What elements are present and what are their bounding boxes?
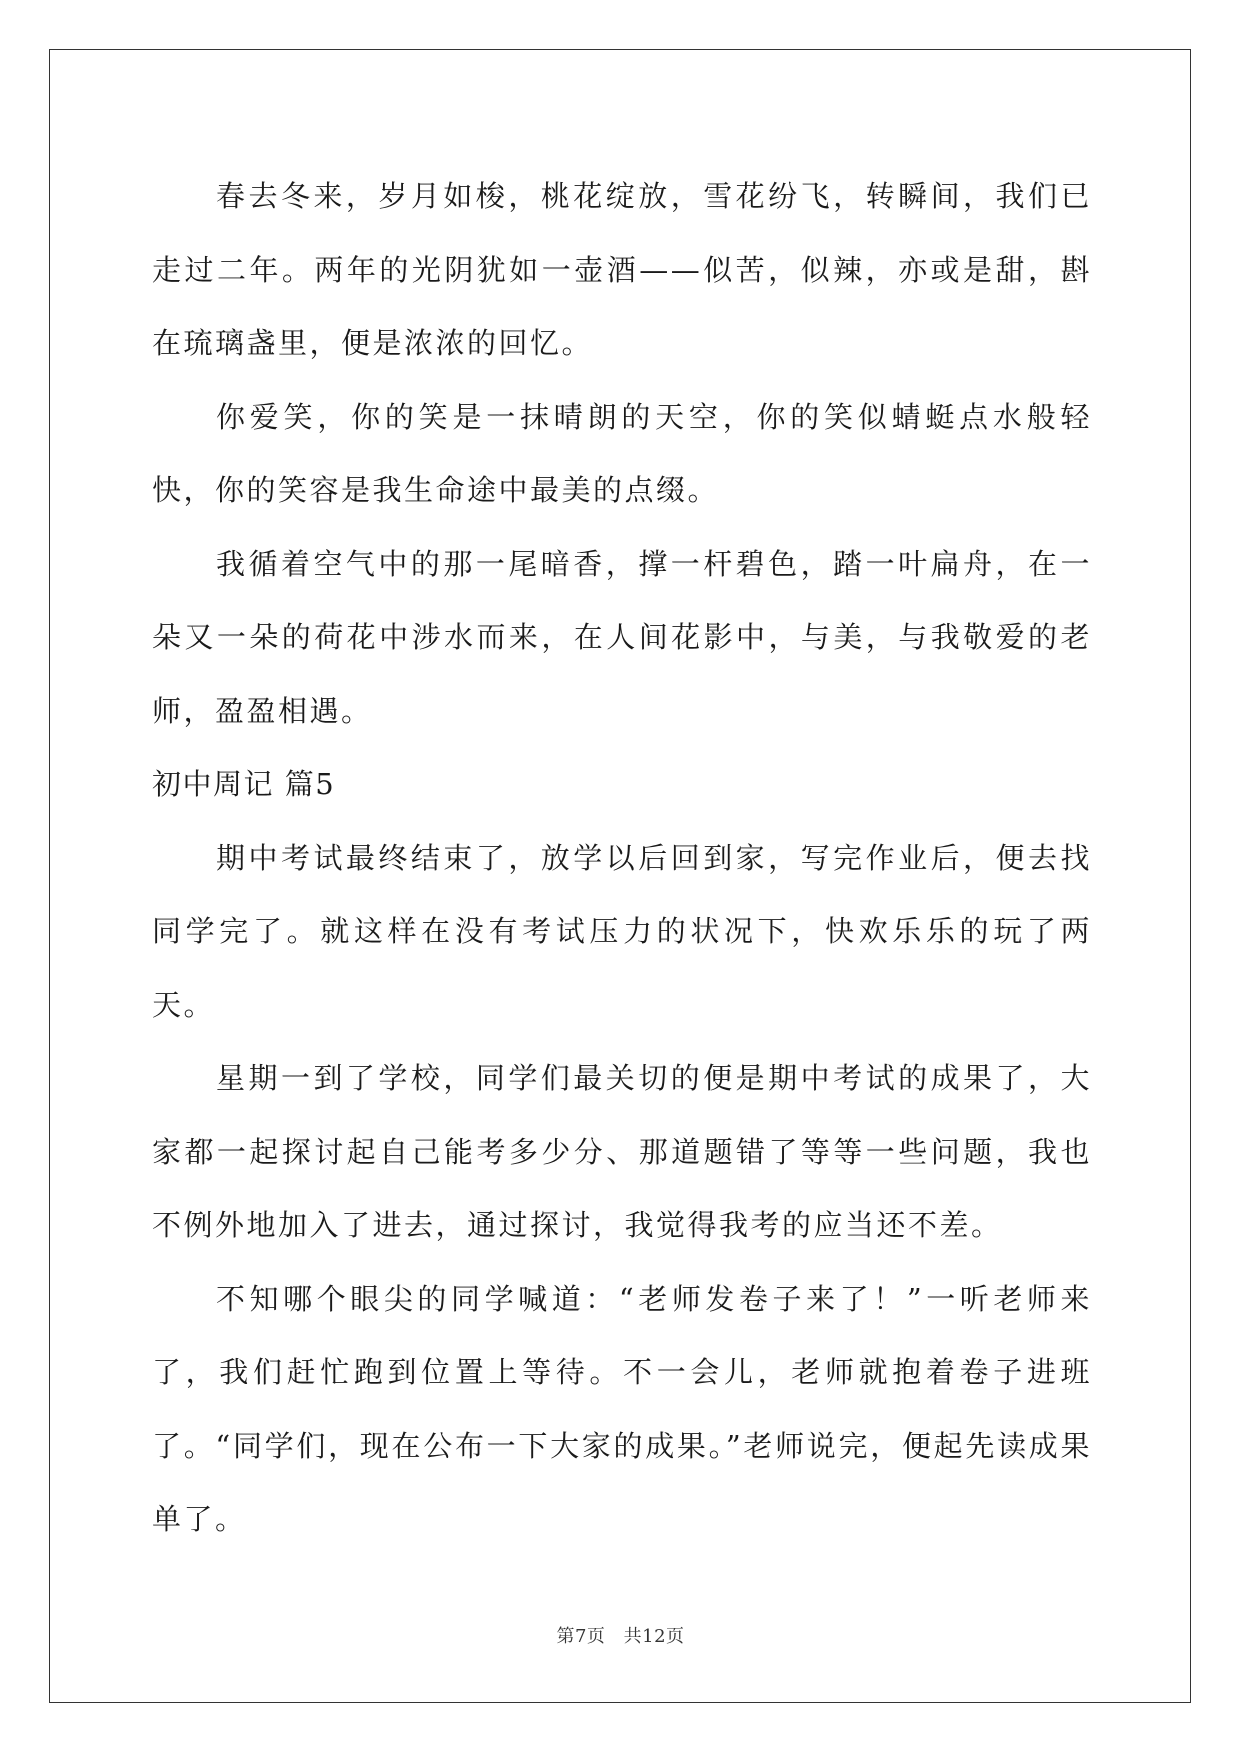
paragraph: 我循着空气中的那一尾暗香，撑一杆碧色，踏一叶扁舟，在一朵又一朵的荷花中涉水而来，在人间花影中，与美，与我敬爱的老师，盈盈相遇。 <box>152 546 1092 728</box>
paragraph: 星期一到了学校，同学们最关切的便是期中考试的成果了，大家都一起探讨起自己能考多少分、那道题错了等等一些问题，我也不例外地加入了进去，通过探讨，我觉得我考的应当还不差。 <box>152 1061 1092 1242</box>
page-number: 第7页 <box>556 1626 606 1647</box>
document-body <box>152 160 1092 1557</box>
page-total: 共12页 <box>623 1626 685 1647</box>
section-heading: 初中周记 篇5 <box>152 767 336 801</box>
paragraph: 你爱笑，你的笑是一抹晴朗的天空，你的笑似蜻蜓点水般轻快，你的笑容是我生命途中最美的点缀。 <box>152 399 1092 507</box>
paragraph: 不知哪个眼尖的同学喊道：“老师发卷子来了！”一听老师来了，我们赶忙跑到位置上等待。不一会儿，老师就抱着卷子进班了。“同学们，现在公布一下大家的成果。”老师说完，便起先读成果单了。 <box>152 1281 1092 1536</box>
paragraph: 春去冬来，岁月如梭，桃花绽放，雪花纷飞，转瞬间，我们已走过二年。两年的光阴犹如一壶酒——似苦，似辣，亦或是甜，斟在琉璃盏里，便是浓浓的回忆。 <box>152 179 1092 360</box>
page-footer <box>0 1622 1241 1648</box>
paragraph: 期中考试最终结束了，放学以后回到家，写完作业后，便去找同学完了。就这样在没有考试压力的状况下，快欢乐乐的玩了两天。 <box>152 840 1092 1022</box>
